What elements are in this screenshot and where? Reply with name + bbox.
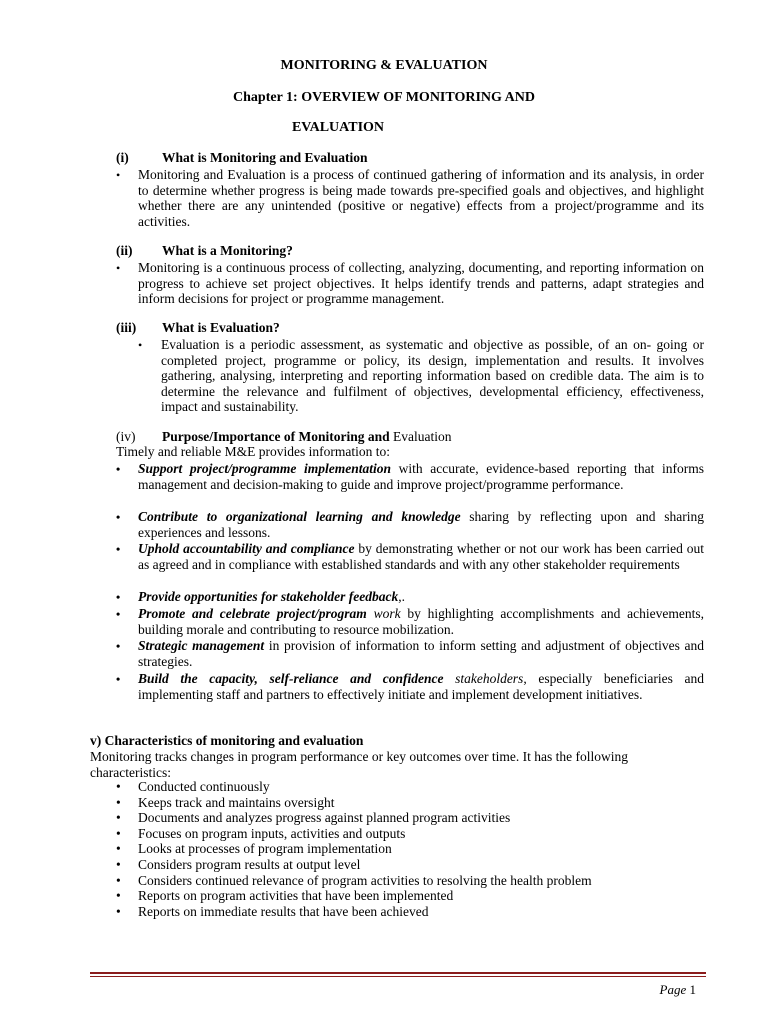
list-item-text: Reports on immediate results that have been achieved xyxy=(138,903,429,919)
page-number: 1 xyxy=(689,982,696,997)
bullet-icon: • xyxy=(116,779,121,794)
section-3-heading xyxy=(116,320,280,336)
bullet-icon: • xyxy=(116,888,121,904)
bullet-icon: • xyxy=(116,261,121,275)
list-item xyxy=(116,795,592,811)
purpose-item-text: by highlighting accomplishments and achievements, building morale and contributing to resource mobilization. xyxy=(138,606,704,637)
section-5-intro: Monitoring tracks changes in program performance or key outcomes over time. It has the following characteristics: xyxy=(90,749,628,780)
section-4-title: Purpose/Importance of Monitoring and xyxy=(162,429,390,444)
purpose-item-text: by demonstrating whether or not our work has been carried out as agreed and in compliance with established standards and with any other stakeholder requirements xyxy=(138,541,704,572)
bullet-icon: • xyxy=(116,510,121,524)
purpose-item-lead: Contribute to organizational learning and knowledge xyxy=(138,509,461,524)
list-item-text: Keeps track and maintains oversight xyxy=(138,794,335,810)
list-item xyxy=(116,904,592,920)
section-5-heading: v) Characteristics of monitoring and evaluation xyxy=(90,733,364,748)
bullet-icon: • xyxy=(116,794,121,810)
list-item-text: Documents and analyzes progress against planned program activities xyxy=(138,810,511,826)
bullet-icon: • xyxy=(116,810,121,826)
purpose-item-text: sharing by reflecting upon and sharing experiences and lessons. xyxy=(138,509,704,540)
section-4-number: (iv) xyxy=(116,429,136,444)
characteristics-list xyxy=(116,779,592,919)
list-item-text: Conducted continuously xyxy=(138,779,270,794)
purpose-item-lead: Strategic management xyxy=(138,638,265,653)
list-item xyxy=(116,841,592,857)
bullet-icon: • xyxy=(116,841,121,857)
list-item-text: Reports on program activities that have been implemented xyxy=(138,888,454,904)
bullet-icon: • xyxy=(116,607,121,621)
chapter-title-continued: EVALUATION xyxy=(291,120,385,135)
purpose-item xyxy=(138,606,704,637)
section-3-text: Evaluation is a periodic assessment, as systematic and objective as possible, of an on- going or completed project, programme or policy, its design, implementation and results. It involves gathering, analysing, interpreting and reporting information based on credible data. The aim is to determine the relevance and fulfilment of objectives, developmental efficiency, effectiveness, impact and sustainability. xyxy=(161,337,704,414)
purpose-item-lead: Provide opportunities for stakeholder feedback xyxy=(138,589,399,604)
bullet-icon: • xyxy=(116,903,121,919)
section-2-title: What is a Monitoring? xyxy=(162,243,293,258)
purpose-item-lead: Support project/programme implementation xyxy=(138,461,392,476)
footer-divider-thin xyxy=(90,976,706,977)
section-2-heading xyxy=(116,243,293,259)
bullet-icon: • xyxy=(116,462,121,476)
purpose-item xyxy=(138,509,704,540)
purpose-item xyxy=(138,638,704,669)
list-item-text: Focuses on program inputs, activities and outputs xyxy=(138,825,406,841)
bullet-icon: • xyxy=(116,639,121,653)
purpose-item-text: with accurate, evidence-based reporting that informs management and decision-making to guide and improve project/programme performance. xyxy=(138,461,704,492)
list-item xyxy=(116,888,592,904)
section-3-number: (iii) xyxy=(116,320,137,335)
section-1-text: Monitoring and Evaluation is a process of continued gathering of information and its analysis, in order to determine whether progress is being made towards pre-specified goals and objectives, and highlight whether there are any unintended (positive or negative) effects from a project/programme and its activities. xyxy=(138,167,704,229)
bullet-icon: • xyxy=(116,168,121,182)
chapter-title: Chapter 1: OVERVIEW OF MONITORING AND xyxy=(233,90,535,105)
purpose-item-text: in provision of information to inform setting and adjustment of objectives and strategies. xyxy=(138,638,705,669)
list-item-text: Considers program results at output level xyxy=(138,856,361,872)
section-4-intro: Timely and reliable M&E provides information to: xyxy=(116,444,390,459)
bullet-icon: • xyxy=(116,872,121,888)
list-item-text: Considers continued relevance of program activities to resolving the health problem xyxy=(138,872,592,888)
document-title: MONITORING & EVALUATION xyxy=(280,58,488,73)
purpose-item-italic: stakeholders xyxy=(443,671,524,686)
section-4-title-tail: Evaluation xyxy=(393,429,452,444)
list-item xyxy=(116,857,592,873)
section-1-title: What is Monitoring and Evaluation xyxy=(162,150,368,165)
bullet-icon: • xyxy=(116,672,121,686)
page-footer xyxy=(660,982,696,998)
section-1-number: (i) xyxy=(116,150,129,165)
list-item xyxy=(116,810,592,826)
purpose-item xyxy=(138,541,704,572)
footer-divider xyxy=(90,972,706,974)
purpose-item xyxy=(138,589,704,605)
section-3-title: What is Evaluation? xyxy=(162,320,280,335)
purpose-item xyxy=(138,671,704,702)
bullet-icon: • xyxy=(116,856,121,872)
bullet-icon: • xyxy=(138,338,143,352)
purpose-item-lead: Uphold accountability and compliance xyxy=(138,541,355,556)
purpose-item xyxy=(138,461,704,492)
purpose-item-text: ,. xyxy=(398,589,405,604)
bullet-icon: • xyxy=(116,590,121,604)
page-label: Page xyxy=(659,982,687,997)
bullet-icon: • xyxy=(116,542,121,556)
list-item xyxy=(116,826,592,842)
bullet-icon: • xyxy=(116,825,121,841)
purpose-item-text: , especially beneficiaries and implementing staff and partners to effectively initiate and implement development initiatives. xyxy=(138,671,704,702)
section-2-number: (ii) xyxy=(116,243,133,258)
list-item xyxy=(116,873,592,889)
list-item xyxy=(116,779,592,795)
purpose-item-lead: Promote and celebrate project/program xyxy=(138,606,367,621)
section-1-heading xyxy=(116,150,368,166)
section-4-heading xyxy=(116,429,451,445)
purpose-item-italic: work xyxy=(366,606,401,621)
purpose-item-lead: Build the capacity, self-reliance and confidence xyxy=(138,671,444,686)
section-2-text: Monitoring is a continuous process of collecting, analyzing, documenting, and reporting information on progress to achieve set project objectives. It helps identify trends and patterns, adapt strategies and inform decisions for project or programme management. xyxy=(138,260,704,306)
list-item-text: Looks at processes of program implementation xyxy=(138,841,392,857)
